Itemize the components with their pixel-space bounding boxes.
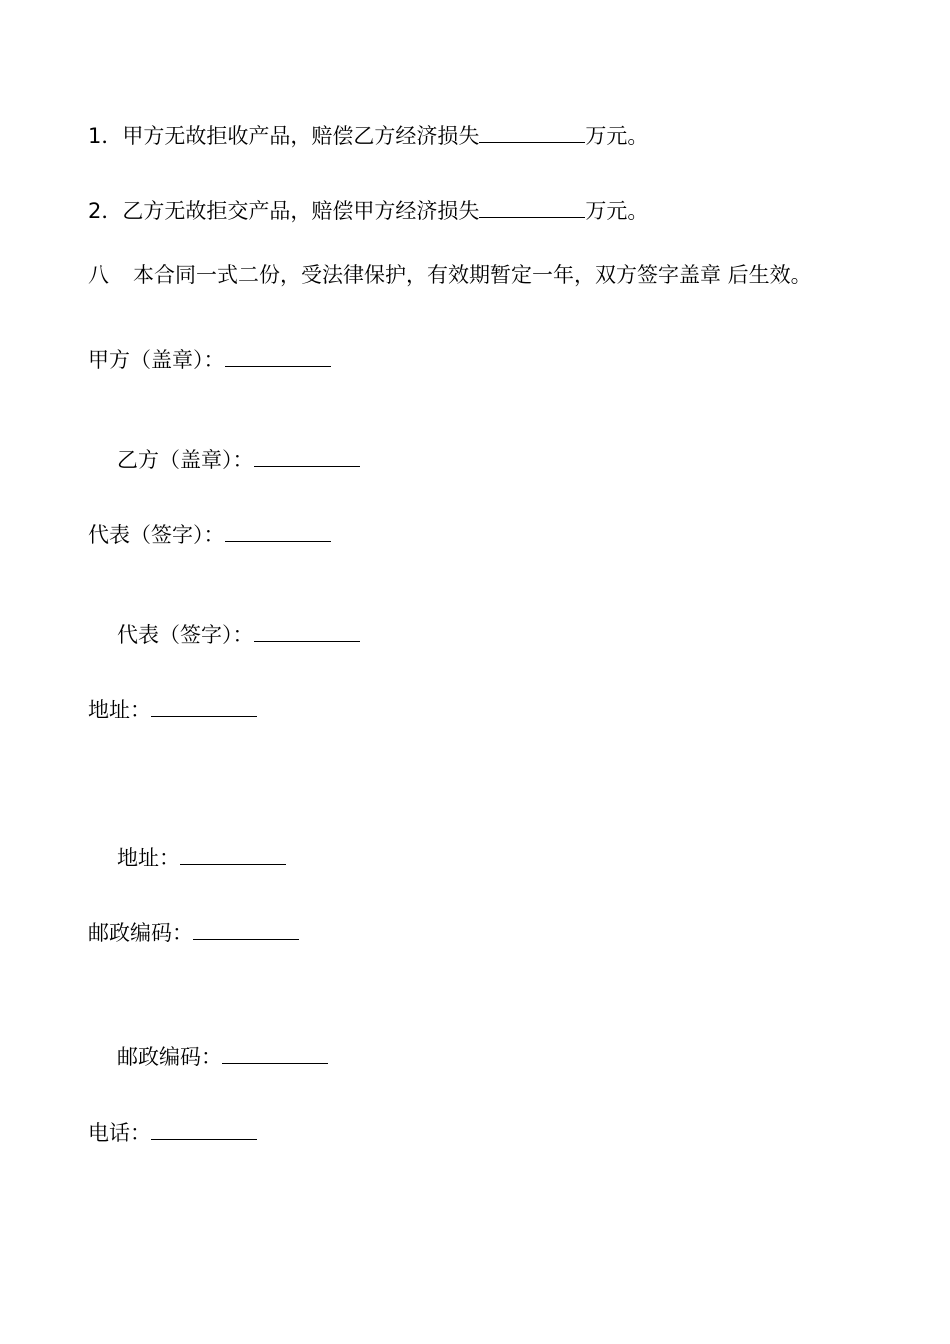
postcode-b: [117, 1045, 328, 1069]
phone-a-blank[interactable]: [151, 1121, 257, 1140]
rep-b: [117, 623, 360, 647]
clause-2-amount-blank[interactable]: [479, 199, 585, 218]
rep-a-label: 代表（签字）：: [88, 523, 225, 547]
clause-2-number: 2．: [88, 199, 123, 223]
party-b-seal: [117, 448, 360, 472]
address-a-blank[interactable]: [151, 698, 257, 717]
clause-2-text: 乙方无故拒交产品，赔偿甲方经济损失: [122, 199, 480, 223]
clause-1-number: 1．: [88, 124, 123, 148]
rep-a-blank[interactable]: [225, 523, 331, 542]
party-a-seal-blank[interactable]: [225, 348, 331, 367]
postcode-a: [88, 921, 299, 945]
rep-b-blank[interactable]: [254, 623, 360, 642]
party-b-seal-label: 乙方（盖章）：: [117, 448, 254, 472]
phone-a: [88, 1121, 257, 1145]
postcode-a-blank[interactable]: [193, 921, 299, 940]
clause-1-amount-blank[interactable]: [479, 124, 585, 143]
party-a-seal: [88, 348, 331, 372]
postcode-b-blank[interactable]: [222, 1045, 328, 1064]
party-b-seal-blank[interactable]: [254, 448, 360, 467]
article-8-text: 本合同一式二份，受法律保护，有效期暂定一年，双方签字盖章 后生效。: [133, 263, 812, 287]
clause-2-unit: 万元。: [585, 199, 649, 223]
address-a-label: 地址：: [88, 698, 151, 722]
phone-a-label: 电话：: [88, 1121, 151, 1145]
address-b-label: 地址：: [117, 846, 180, 870]
article-8: [88, 263, 868, 288]
clause-2: [88, 199, 648, 223]
address-a: [88, 698, 257, 722]
address-b-blank[interactable]: [180, 846, 286, 865]
clause-1-text: 甲方无故拒收产品，赔偿乙方经济损失: [122, 124, 480, 148]
party-a-seal-label: 甲方（盖章）：: [88, 348, 225, 372]
rep-b-label: 代表（签字）：: [117, 623, 254, 647]
clause-1-unit: 万元。: [585, 124, 649, 148]
address-b: [117, 846, 286, 870]
article-8-number: 八: [88, 263, 109, 287]
rep-a: [88, 523, 331, 547]
postcode-b-label: 邮政编码：: [117, 1045, 222, 1069]
postcode-a-label: 邮政编码：: [88, 921, 193, 945]
clause-1: [88, 124, 648, 148]
